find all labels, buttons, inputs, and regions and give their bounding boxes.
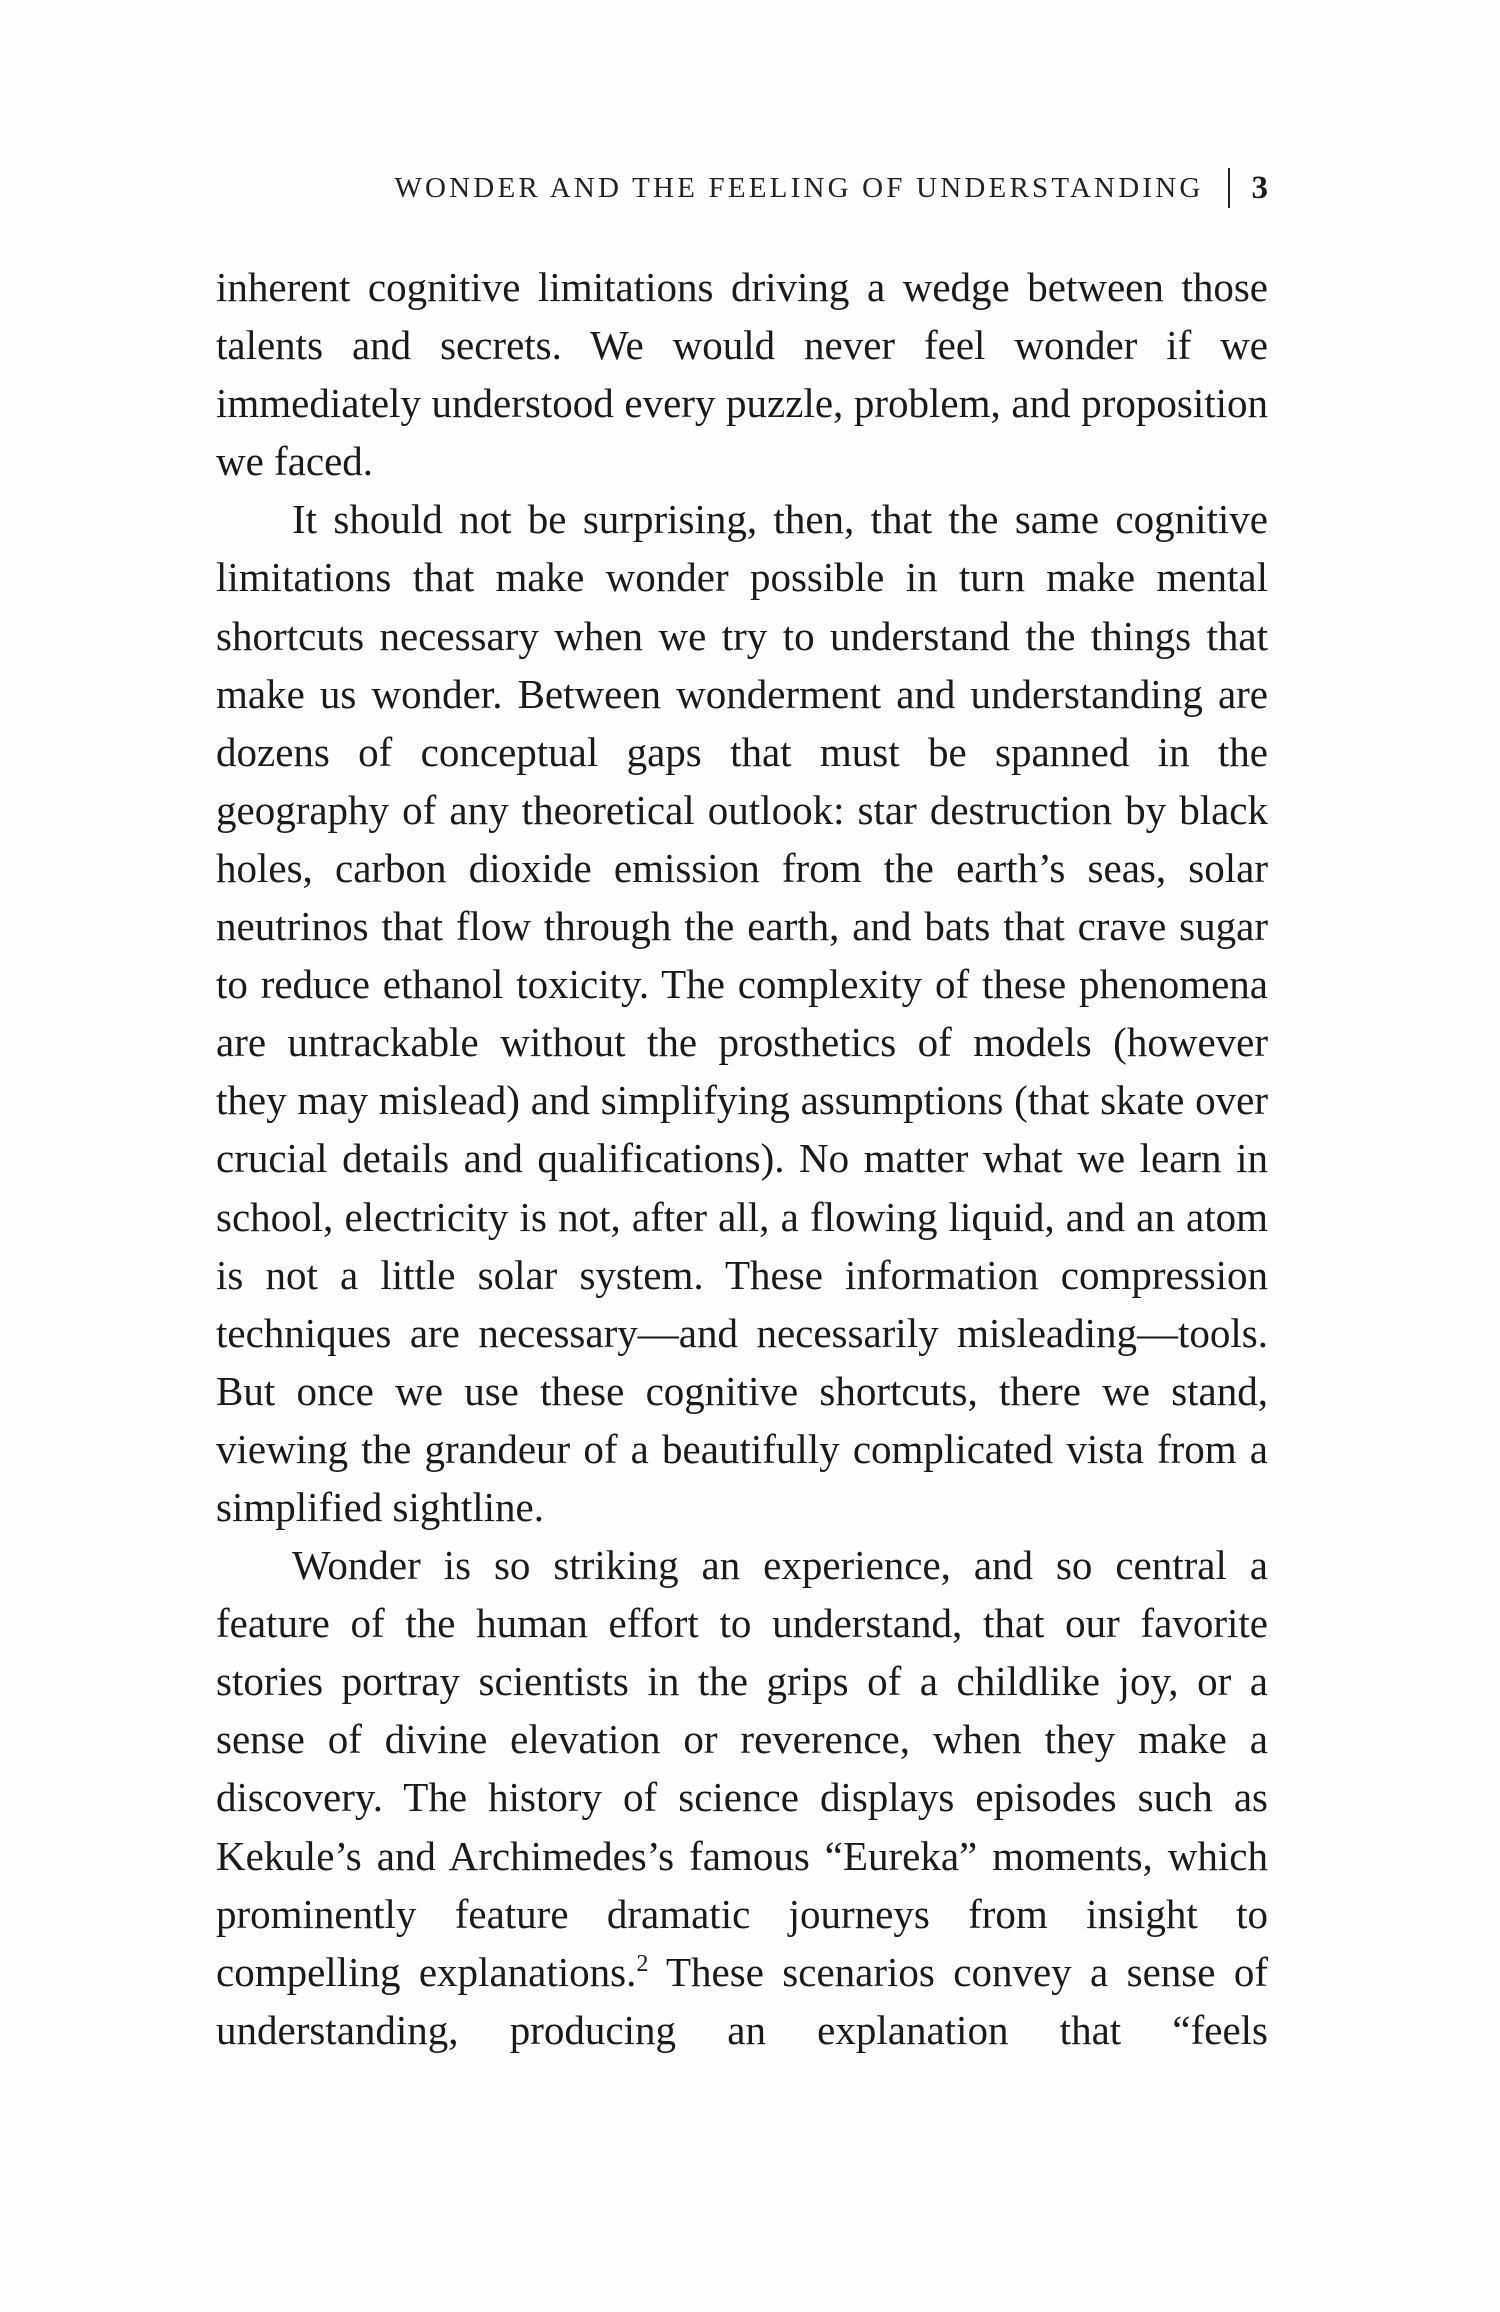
paragraph-3-text-b: These scenarios convey a sense of understanding, producing an explanation that “feels [216,1948,1268,2053]
paragraph-3-text-a: Wonder is so striking an experience, and so central a feature of the human effort to understand, that our favorite stories portray scientists in the grips of a childlike joy, or a sense of divine elevation or reverence, when they make a discovery. The history of science displays episodes such as Kekule’s and Archimedes’s famous “Eureka” moments, which prominently feature dramatic journeys from insight to compelling explanations. [216,1542,1268,1995]
paragraph-2: It should not be surprising, then, that the same cognitive limitations that make wonder possible in turn make mental shortcuts necessary when we try to understand the things that make us wonder. Between wonderment and understanding are dozens of conceptual gaps that must be spanned in the geography of any theoretical outlook: star destruction by black holes, carbon dioxide emission from the earth’s seas, solar neutrinos that flow through the earth, and bats that crave sugar to reduce ethanol toxicity. The complexity of these phenomena are untrackable without the prosthetics of models (however they may mislead) and simplifying assumptions (that skate over crucial details and qualifications). No matter what we learn in school, electricity is not, after all, a flowing liquid, and an atom is not a little solar system. These information compression techniques are necessary—and necessarily misleading—tools. But once we use these cognitive shortcuts, there we stand, viewing the grandeur of a beautifully complicated vista from a simplified sightline. [216,496,1268,1530]
paragraph-3 [216,1536,1268,2059]
footnote-reference[interactable]: 2 [636,1950,649,1977]
paragraph-1: inherent cognitive limitations driving a wedge between those talents and secrets. We would never feel wonder if we immediately understood every puzzle, problem, and proposition we faced. [216,264,1268,485]
body-text [216,258,1268,2059]
header-divider [1228,168,1230,208]
running-title: WONDER AND THE FEELING OF UNDERSTANDING [394,171,1204,204]
running-head [336,166,1268,210]
page-number: 3 [1251,169,1268,206]
